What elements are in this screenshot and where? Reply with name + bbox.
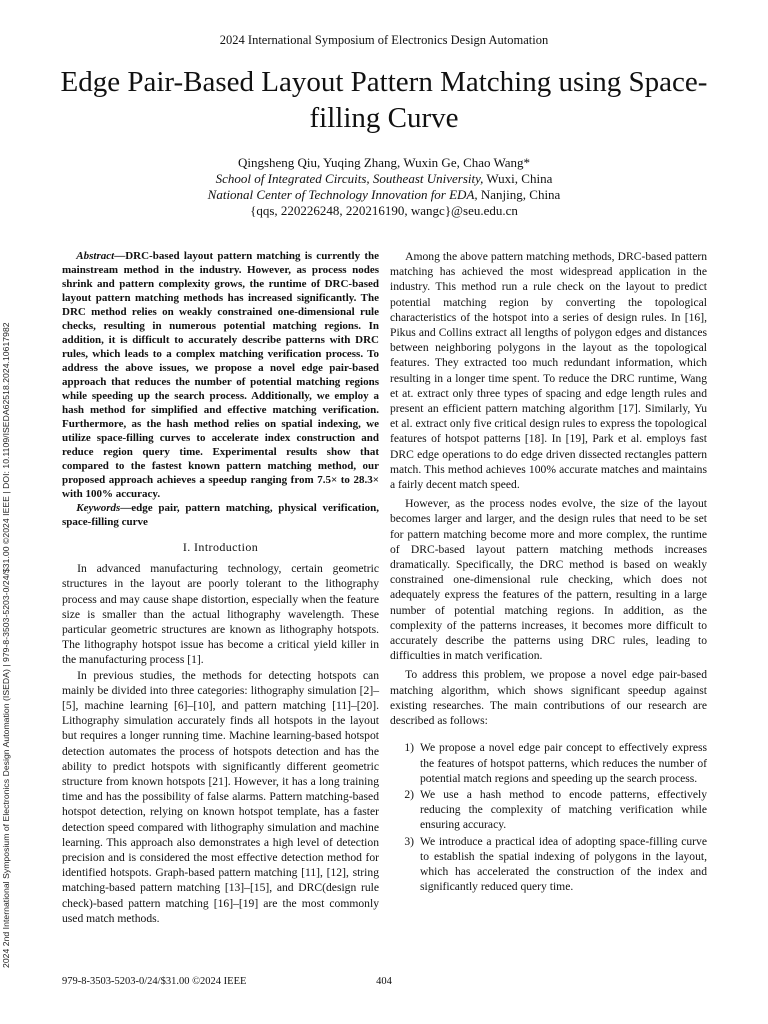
list-item-number: 3) [404,834,414,848]
author-emails: {qqs, 220226248, 220216190, wangc}@seu.edu.cn [250,203,518,218]
sidebar-citation [1,248,15,968]
affiliation-1-city: Wuxi, China [483,171,553,186]
right-column [390,249,707,895]
footer-copyright: 979-8-3503-5203-0/24/$31.00 ©2024 IEEE [62,976,247,987]
keywords-text: —edge pair, pattern matching, physical verification, space-filling curve [62,502,379,528]
left-column [62,249,379,926]
affiliation-1 [0,171,768,187]
affiliation-2-city: Nanjing, China [477,187,561,202]
sidebar-citation-text: 2024 2nd International Symposium of Electronics Design Automation (ISEDA) | 979-8-3503-5203-0/24/$31.00 ©2024 IEEE | DOI: 10.1109/ISEDA62518.2024.10617982 [1,322,11,968]
author-block [0,155,768,219]
list-item-text: We introduce a practical idea of adopting space-filling curve to establish the spatial indexing of polygons in the layout, which has accelerated the construction of the index and significantly reduced query time. [420,834,707,894]
section-heading: I. Introduction [182,540,259,554]
paragraph: In previous studies, the methods for detecting hotspots can mainly be divided into three categories: lithography simulation [2]–[5], machine learning [6]–[10], and pattern matching [11]–[20]. Lithography simulation accurately finds all hotspots in the layout but requires a longer running time. Machine learning-based hotspot detection automates the process of hotspots detection and has the ability to predict hotspots with significantly different geometric structure from known hotspots [21]. However, it has a long training time and has the possibility of false alarms. Pattern matching-based hotspot detection, relying on known hotspot template, has a faster detection speed compared with lithography simulation and machine learning. This approach also demonstrates a high level of detection precision and is considered the most effective detection method for identified hotspots. Graph-based pattern matching [11], [12], string matching-based pattern matching [13]–[15], and DRC(design rule check)-based pattern matching [16]–[19] are the most commonly used match methods. [62,668,379,925]
affiliation-2 [0,187,768,203]
abstract-label: Abstract [76,250,115,262]
page-number: 404 [376,976,392,987]
keywords [62,501,379,529]
paper-title: Edge Pair-Based Layout Pattern Matching using Space-filling Curve [60,66,708,134]
conference-name: 2024 International Symposium of Electronics Design Automation [219,33,549,47]
keywords-label: Keywords [76,502,121,514]
list-item-number: 2) [404,787,414,801]
author-names: Qingsheng Qiu, Yuqing Zhang, Wuxin Ge, Chao Wang* [237,155,531,170]
paragraph: In advanced manufacturing technology, certain geometric structures in the layout are poorly tolerant to the lithography process and may cause shape distortion, especially when the feature size is smaller than the actual lithography wavelength. These particular geometric structures are known as lithography hotspots. The lithography hotspot issue has become a critical yield killer in the manufacturing process [1]. [62,562,379,667]
contributions-list [390,740,707,894]
list-item [390,787,707,833]
affiliation-2-name: National Center of Technology Innovation for EDA, [207,187,478,202]
list-item [390,740,707,786]
affiliation-1-name: School of Integrated Circuits, Southeast University, [215,171,484,186]
paragraph: To address this problem, we propose a novel edge pair-based matching algorithm, which shows significant speedup against existing researches. The main contributions of our research are described as follows: [390,668,707,728]
list-item-text: We propose a novel edge pair concept to effectively express the features of hotspot patterns, which reduces the number of potential match regions and speeding up the search process. [420,741,707,785]
paragraph: However, as the process nodes evolve, the size of the layout becomes larger and larger, and the design rules that need to be set for pattern matching become more and more complex, the runtime of DRC-based layout pattern matching methods increases dramatically. Specifically, the DRC method is based on weakly constrained one-dimensional rule checking, which does not adequately express the features of the pattern, resulting in a large number of potential matching regions. In addition, as the complexity of the patterns increases, it becomes more difficult to accurately describe the patterns using DRC rules, leading to difficulties in match verification. [390,497,707,663]
list-item-number: 1) [404,741,414,755]
list-item [390,834,707,895]
paragraph: Among the above pattern matching methods, DRC-based pattern matching has achieved the most widespread application in the industry. This method run a rule check on the layout to predict potential matching region by converting the topological characteristics of the hotspot into a series of design rules. In [16], Pikus and Collins extract all lengths of polygon edges and distances between neighboring polygons in the layout as the topological features. They extracted too much redundant information, which resulting in a longer time spent. To reduce the DRC runtime, Wang et at. extract only three types of spacing and edge length rules and present an efficient pattern matching algorithm [17]. Similarly, Yu et al. extract only five critical design rules to express the topological features of hotspot patterns [18]. In [19], Park et al. employs fast DRC edge operations to do edge driven dissected rectangles pattern match. This method achieves 100% accurate matches and maintains a fairly decent match speed. [390,250,707,492]
abstract [62,249,379,501]
abstract-text: —DRC-based layout pattern matching is currently the mainstream method in the industry. However, as process nodes shrink and pattern complexity grows, the runtime of DRC-based layout pattern matching methods has increased significantly. The DRC method relies on weakly constrained one-dimensional rule checks, resulting in numerous potential matching regions. In addition, it is difficult to accurately describe patterns with DRC rules, which leads to a complex matching verification process. To address the above issues, we propose a novel edge pair-based approach that reduces the number of potential matching regions while speeding up the search process. Additionally, we employ a hash method for simplified and effective matching verification. Furthermore, as the hash method relies on spatial indexing, we utilize space-filling curves to accelerate index construction and reduce region query time. Experimental results show that compared to the fastest known pattern matching method, our proposed approach achieves a speedup ranging from 7.5× to 28.3× with 100% accuracy. [62,250,379,500]
list-item-text: We use a hash method to encode patterns, effectively reducing the complexity of matching verification while ensuring accuracy. [420,787,707,832]
